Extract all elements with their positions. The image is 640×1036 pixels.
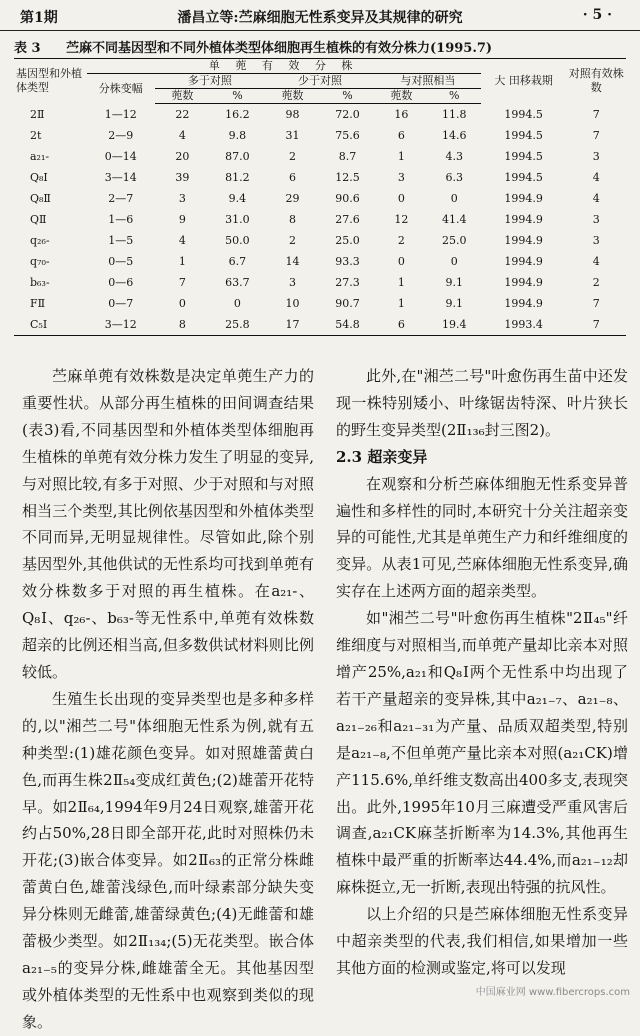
table-cell: 9.1: [445, 297, 463, 310]
table-cell: 81.2: [225, 171, 250, 184]
col-header-field: 大 田移栽期: [481, 59, 567, 104]
table-cell: 0—7: [108, 297, 134, 310]
table-row: [14, 230, 626, 251]
table-cell: 4: [178, 129, 186, 142]
table-cell: 90.6: [335, 192, 360, 205]
table-cell: 1994.9: [504, 276, 543, 289]
table-cell: 0: [450, 255, 458, 268]
table-cell: QⅡ: [30, 213, 47, 226]
table-cell: 2—7: [108, 192, 134, 205]
table-title: 苎麻不同基因型和不同外植体类型体细胞再生植株的有效分株力(1995.7): [66, 41, 493, 56]
table-row: [14, 167, 626, 188]
table-cell: 39: [175, 171, 190, 184]
section-heading: 2.3 超亲变异: [336, 447, 428, 466]
table-cell: 7: [592, 107, 600, 121]
col-header-equal: 与对照相当: [375, 74, 481, 89]
table-cell: 14: [285, 255, 300, 268]
col-header-more: 多于对照: [155, 74, 265, 89]
paragraph: 以上介绍的只是苎麻体细胞无性系变异中超亲类型的代表,我们相信,如果增加一些其他方面的检测或鉴定,将可以发现: [336, 905, 628, 977]
paragraph: 此外,在"湘苎二号"叶愈伤再生苗中还发现一株特别矮小、叶缘锯齿特深、叶片狭长的野生变异类型(2Ⅱ₁₃₆封三图2)。: [336, 367, 628, 439]
table-cell: C₅Ⅰ: [14, 314, 87, 336]
table-cell: 6: [375, 314, 428, 336]
table-cell: 4.3: [445, 150, 463, 163]
table-cell: 1994.9: [504, 297, 543, 310]
col-header-count: 蔸数: [265, 89, 320, 104]
table-cell: 0: [397, 192, 405, 205]
table-row: [14, 188, 626, 209]
table-row: [14, 314, 626, 336]
table-number: 表 3: [14, 41, 41, 56]
table-cell: 1994.9: [504, 192, 543, 205]
table-cell: 25.8: [210, 314, 265, 336]
table-cell: 2—9: [108, 129, 134, 142]
table-cell: 1994.5: [504, 171, 543, 184]
data-table: [14, 58, 626, 336]
col-header-less: 少于对照: [265, 74, 375, 89]
table-cell: 0: [233, 297, 241, 310]
table-cell: 0: [450, 192, 458, 205]
table-cell: 63.7: [225, 276, 250, 289]
table-cell: 17: [265, 314, 320, 336]
table-cell: 2: [288, 234, 296, 247]
table-cell: Q₈Ⅱ: [30, 192, 51, 205]
table-cell: 1—6: [108, 213, 134, 226]
table-cell: 9.8: [228, 129, 247, 142]
table-cell: 3: [592, 150, 600, 163]
table-cell: 87.0: [225, 150, 250, 163]
table-cell: 1994.9: [504, 213, 543, 226]
table-cell: 9.1: [445, 276, 463, 289]
table-cell: 25.0: [441, 234, 467, 247]
table-cell: 0: [397, 255, 405, 268]
table-cell: 2: [397, 234, 405, 247]
table-cell: 2Ⅱ: [30, 107, 45, 121]
table-cell: 0—5: [108, 255, 134, 268]
running-header: [0, 0, 640, 31]
table-cell: 8: [155, 314, 210, 336]
table-cell: 8.7: [338, 150, 357, 163]
table-cell: 12: [394, 213, 409, 226]
table-cell: 9.4: [228, 192, 247, 205]
table-cell: 7: [178, 276, 186, 289]
table-body: [14, 104, 626, 336]
watermark: 中国麻业网 www.fibercrops.com: [475, 987, 630, 998]
table-cell: 3: [178, 192, 186, 205]
table-cell: 4: [592, 192, 600, 205]
table-cell: 4: [178, 234, 186, 247]
table-cell: FⅡ: [30, 297, 46, 310]
col-header-pct: %: [428, 89, 481, 104]
table-cell: 0—6: [108, 276, 134, 289]
table-cell: 3—14: [104, 171, 137, 184]
table-row: [14, 272, 626, 293]
table-cell: 6: [397, 129, 405, 142]
col-header-genotype: 基因型和外植体类型: [14, 59, 87, 104]
table-cell: 1994.9: [504, 255, 543, 268]
table-cell: q₇₀-: [30, 255, 50, 268]
table-cell: 31.0: [225, 213, 250, 226]
table-row: [14, 146, 626, 167]
table-cell: 6: [288, 171, 296, 184]
table-cell: 90.7: [335, 297, 360, 310]
table-cell: 1: [178, 255, 186, 268]
paragraph: 如"湘苎二号"叶愈伤再生植株"2Ⅱ₄₅"纤维细度与对照相当,而单蔸产量却比亲本对照增产25%,a₂₁和Q₈Ⅰ两个无性系中均出现了若干产量超亲的变异株,其中a₂₁₋₇、a₂₁₋₈、a₂₁₋₂₆和a₂₁₋₃₁为产量、品质双超类型,特别是a₂₁₋₈,不但单蔸产量比亲本对照(a₂₁CK)增产115.6%,单纤维支数高出400多支,表现突出。此外,1995年10月三麻遭受严重风害后调查,a₂₁CK麻茎折断率为14.3%,其他再生植株中最严重的折断率达44.4%,而a₂₁₋₁₂却麻株挺立,无一折断,表现出特强的抗风性。: [336, 609, 628, 897]
table-cell: 2: [592, 276, 600, 289]
col-header-range: 分株变幅: [98, 81, 143, 95]
table-cell: 8: [288, 213, 296, 226]
issue-label: 第1期: [20, 10, 58, 26]
table-cell: 4: [592, 171, 600, 184]
table-cell: 14.6: [441, 129, 467, 142]
table-cell: 93.3: [335, 255, 360, 268]
left-column: [22, 363, 314, 1036]
table-cell: 0: [178, 297, 186, 310]
table-cell: 7: [592, 297, 600, 310]
table-cell: 16.2: [225, 108, 250, 121]
table-cell: q₂₆-: [30, 234, 50, 247]
table-cell: b₆₃-: [30, 276, 50, 289]
table-row: [14, 209, 626, 230]
table-cell: 6.3: [445, 171, 463, 184]
table-cell: 3: [592, 234, 600, 247]
table-cell: 1993.4: [481, 314, 567, 336]
table-cell: 1994.9: [504, 234, 543, 247]
table-cell: 10: [285, 297, 300, 310]
table-cell: 27.3: [335, 276, 360, 289]
table-cell: 3: [397, 171, 405, 184]
table-caption: [14, 37, 626, 56]
table-cell: 31: [285, 129, 300, 142]
table-row: [14, 104, 626, 126]
table-cell: 1994.5: [504, 107, 543, 121]
page-number: · 5 ·: [582, 7, 612, 23]
table-cell: 3: [288, 276, 296, 289]
table-cell: 7: [567, 314, 627, 336]
table-cell: 98: [285, 108, 300, 121]
table-cell: 1: [397, 276, 405, 289]
col-header-ck: 对照有效株数: [567, 59, 627, 104]
table-cell: 27.6: [335, 213, 360, 226]
col-header-count: 蔸数: [155, 89, 210, 104]
table-cell: 19.4: [428, 314, 481, 336]
table-cell: 0—14: [104, 150, 137, 163]
table-cell: 11.8: [441, 108, 467, 121]
paragraph: 生殖生长出现的变异类型也是多种多样的,以"湘苎二号"体细胞无性系为例,就有五种类型:(1)雄花颜色变异。如对照雄蕾黄白色,而再生株2Ⅱ₅₄变成红黄色;(2)雄蕾开花特早。如2Ⅱ₆₄,1994年9月24日观察,雄蕾开花约占50%,28日即全部开花,此时对照株仍未开花;(3)嵌合体变异。如2Ⅱ₆₃的正常分株雌蕾黄白色,雄蕾浅绿色,而叶绿素部分缺失变异分株则无雌蕾,雄蕾绿黄色;(4)无雌蕾和雄蕾极少类型。如2Ⅱ₁₃₄;(5)无花类型。嵌合体a₂₁₋₅的变异分株,雌雄蕾全无。其他基因型或外植体类型的无性系中也观察到类似的现象。: [22, 689, 314, 1031]
table-cell: 41.4: [441, 213, 467, 226]
table-cell: 1—5: [108, 234, 134, 247]
table-cell: 72.0: [335, 108, 360, 121]
table-cell: 16: [394, 108, 409, 121]
table-row: [14, 125, 626, 146]
table-cell: 3: [592, 213, 600, 226]
table-cell: 2t: [30, 129, 42, 142]
col-header-pct: %: [210, 89, 265, 104]
table-cell: 50.0: [225, 234, 250, 247]
table-cell: 2: [288, 150, 296, 163]
table-cell: 6.7: [228, 255, 247, 268]
table-row: [14, 293, 626, 314]
table-cell: 12.5: [335, 171, 360, 184]
table-cell: 1—12: [104, 107, 137, 121]
paragraph: 苎麻单蔸有效株数是决定单蔸生产力的重要性状。从部分再生植株的田间调查结果(表3)看,不同基因型和外植体类型体细胞再生植株的单蔸有效分株力发生了明显的变异,与对照比较,有多于对照、少于对照和与对照相当三个类型,其比例依基因型和外植体类型不同而异,无明显规律性。尽管如此,除个别基因型外,其他供试的无性系均可找到单蔸有效分株数多于对照的再生植株。在a₂₁-、Q₈Ⅰ、q₂₆-、b₆₃-等无性系中,单蔸有效株数超亲的比例还相当高,但多数供试材料则比例较低。: [22, 367, 314, 681]
table-cell: 29: [285, 192, 300, 205]
table-cell: Q₈Ⅰ: [30, 171, 48, 184]
table-cell: 22: [175, 108, 190, 121]
table-row: [14, 251, 626, 272]
table-cell: 54.8: [320, 314, 375, 336]
right-column: [336, 363, 628, 982]
table-cell: 75.6: [335, 129, 360, 142]
table-cell: 1994.5: [504, 129, 543, 142]
col-header-group: 单 蔸 有 效 分 株: [87, 59, 481, 74]
table-cell: 1: [397, 297, 405, 310]
table-cell: 1994.5: [504, 150, 543, 163]
table-cell: 4: [592, 255, 600, 268]
running-title: 潘昌立等:苎麻细胞无性系变异及其规律的研究: [177, 10, 463, 26]
col-header-pct: %: [320, 89, 375, 104]
table-cell: a₂₁-: [30, 150, 50, 163]
paragraph: 在观察和分析苎麻体细胞无性系变异普遍性和多样性的同时,本研究十分关注超亲变异的可能性,尤其是单蔸生产力和纤维细度的变异。从表1可见,苎麻体细胞无性系变异,确实存在上述两方面的超亲类型。: [336, 474, 628, 601]
table-cell: 9: [178, 213, 186, 226]
table-cell: 1: [397, 150, 405, 163]
table-cell: 20: [175, 150, 190, 163]
table-cell: 7: [592, 129, 600, 142]
table-cell: 3—12: [87, 314, 155, 336]
col-header-count: 蔸数: [375, 89, 428, 104]
table-cell: 25.0: [335, 234, 360, 247]
